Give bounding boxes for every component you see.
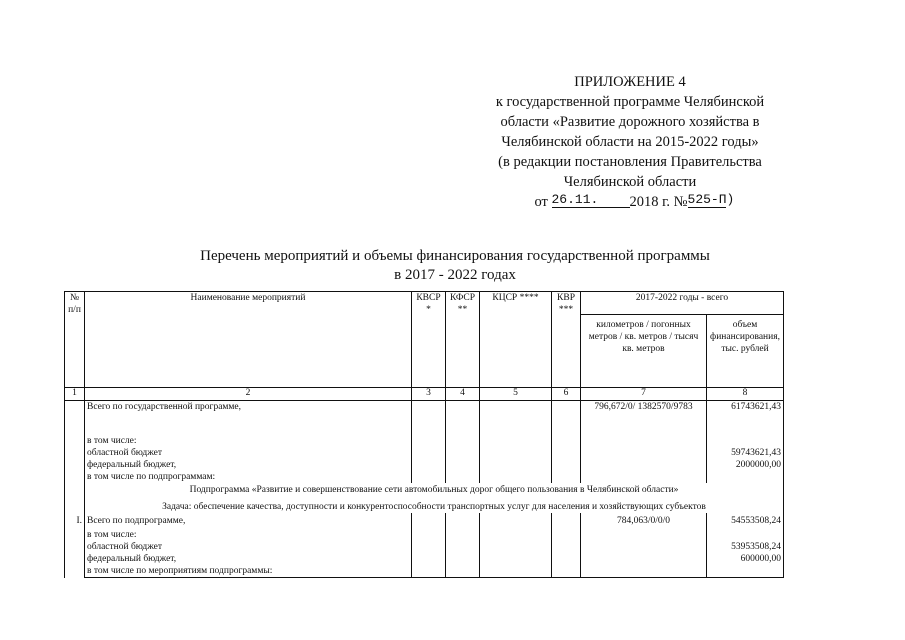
header-length: километров / погонных метров / кв. метров / тысяч кв. метров (581, 315, 707, 388)
program-total-name: Всего по государственной программе, (85, 401, 412, 436)
sub-regional-budget-label: областной бюджет (85, 541, 412, 553)
subprogram-title: Подпрограмма «Развитие и совершенствование сети автомобильных дорог общего пользования в Челябинской области» (189, 485, 679, 495)
table-row (65, 541, 784, 553)
date-prefix: от (534, 194, 548, 210)
decree-year: 2018 г. № (629, 194, 688, 210)
table-row (65, 513, 784, 529)
column-number: 7 (581, 388, 707, 401)
regional-budget-label: областной бюджет (85, 447, 412, 459)
sub-regional-budget-funding: 53953508,24 (707, 541, 784, 553)
table-row (65, 483, 784, 513)
subprogram-total-funding: 54553508,24 (707, 513, 784, 529)
column-number: 1 (65, 388, 85, 401)
decree-number: 525-П) (687, 192, 735, 207)
document-title-line2: в 2017 - 2022 годах (394, 267, 516, 283)
sub-federal-budget-funding: 600000,00 (707, 553, 784, 565)
column-numbers-row (65, 388, 784, 401)
row-num-empty (65, 401, 85, 514)
column-number: 4 (446, 388, 480, 401)
federal-budget-label: федеральный бюджет, (85, 459, 412, 471)
incl-subprograms-label: в том числе по подпрограммам: (85, 471, 412, 483)
column-number: 2 (85, 388, 412, 401)
appendix-header (465, 72, 795, 212)
column-number: 8 (707, 388, 784, 401)
sub-incl-measures-label: в том числе по мероприятиям подпрограммы: (85, 565, 412, 578)
appendix-line: (в редакции постановления Правительства (498, 154, 762, 170)
table-row (65, 471, 784, 483)
sub-incl-label: в том числе: (85, 529, 412, 541)
decree-date-line (465, 192, 795, 212)
federal-budget-funding: 2000000,00 (707, 459, 784, 471)
document-title (150, 247, 760, 285)
appendix-line: Челябинской области на 2015-2022 годы» (501, 134, 759, 150)
appendix-line: области «Развитие дорожного хозяйства в (500, 114, 760, 130)
header-kfsr: КФСР ** (446, 292, 480, 388)
table-row (65, 553, 784, 565)
document-title-line1: Перечень мероприятий и объемы финансирования государственной программы (200, 248, 710, 264)
appendix-title: ПРИЛОЖЕНИЕ 4 (574, 74, 686, 90)
header-num: № п/п (65, 292, 85, 388)
subprogram-total-length: 784,063/0/0/0 (581, 513, 707, 529)
program-total-funding: 61743621,43 (707, 401, 784, 436)
table-row (65, 401, 784, 436)
table-row (65, 565, 784, 578)
subprogram-header-cell (85, 483, 784, 513)
table-row (65, 529, 784, 541)
table-row (65, 435, 784, 447)
table-row (65, 447, 784, 459)
regional-budget-funding: 59743621,43 (707, 447, 784, 459)
table-row (65, 459, 784, 471)
header-name: Наименование мероприятий (85, 292, 412, 388)
header-total: 2017-2022 годы - всего (581, 292, 784, 315)
decree-day: 26.11. (552, 193, 630, 208)
subprogram-number: I. (65, 513, 85, 578)
table-header-row (65, 292, 784, 315)
subprogram-total-name: Всего по подпрограмме, (85, 513, 412, 529)
column-number: 3 (412, 388, 446, 401)
financing-table (64, 291, 784, 578)
incl-label: в том числе: (85, 435, 412, 447)
subprogram-task: Задача: обеспечение качества, доступности и конкурентоспособности транспортных услуг для населения и хозяйствующих субъектов (162, 502, 706, 512)
appendix-line: Челябинской области (563, 174, 697, 190)
header-funding: объем финансирования, тыс. рублей (707, 315, 784, 388)
sub-federal-budget-label: федеральный бюджет, (85, 553, 412, 565)
header-kcsr: КЦСР **** (480, 292, 552, 388)
column-number: 5 (480, 388, 552, 401)
column-number: 6 (552, 388, 581, 401)
appendix-line: к государственной программе Челябинской (495, 94, 765, 110)
header-kvr: КВР *** (552, 292, 581, 388)
header-kvsr: КВСР * (412, 292, 446, 388)
program-total-length: 796,672/0/ 1382570/9783 (581, 401, 707, 436)
